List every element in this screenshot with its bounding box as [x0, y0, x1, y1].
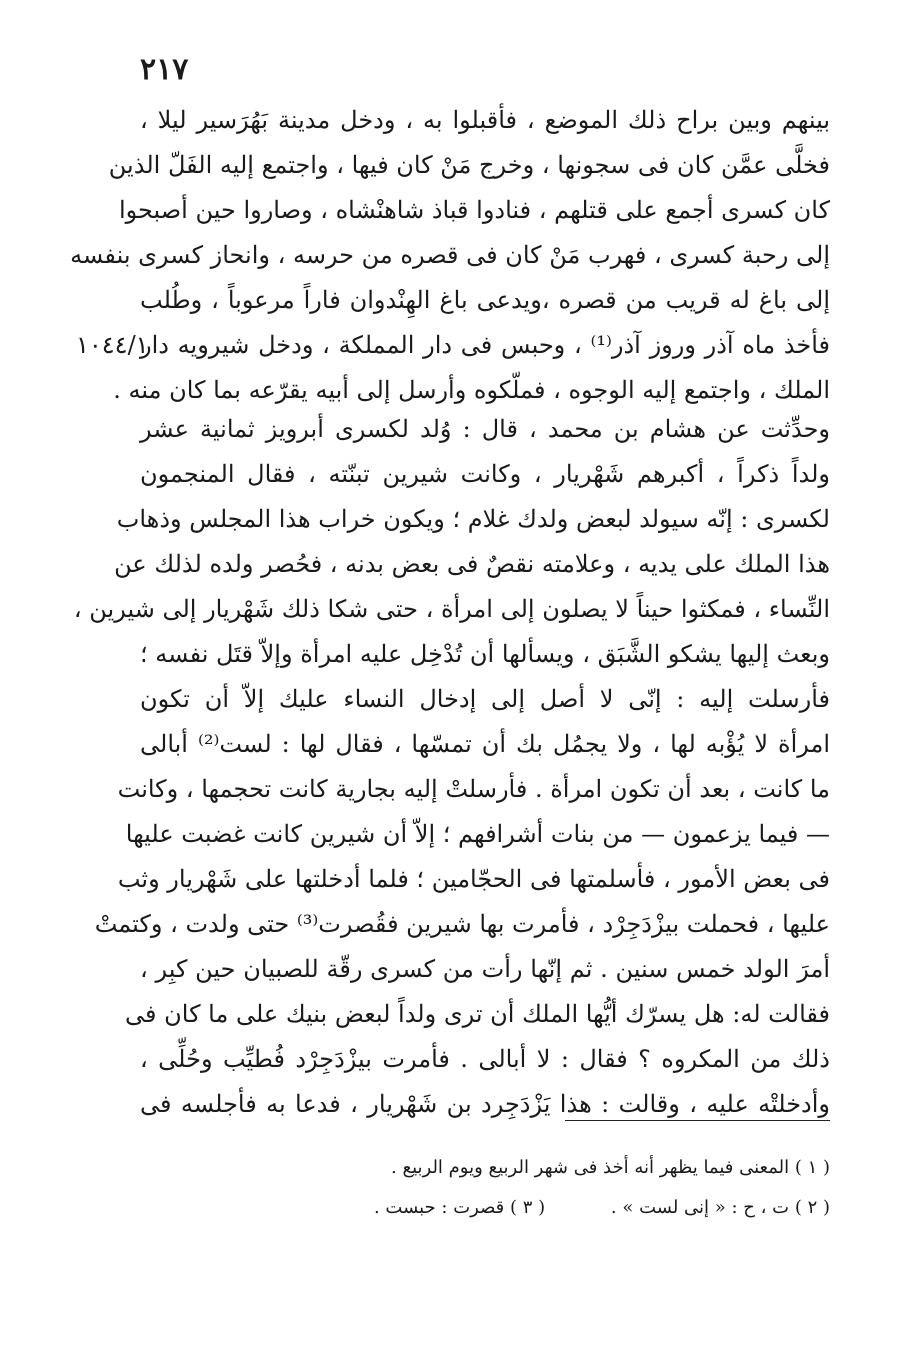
text-line: فأخذ ماه آذر وروز آذر⁽¹⁾ ، وحبس فى دار المملكة ، ودخل شيرويه دار	[140, 331, 831, 359]
text-line: عليها ، فحملت بيزْدَجِرْد ، فأمرت بها شيرين فقُصرت⁽³⁾ حتى ولدت ، وكتمتْ	[94, 910, 830, 938]
text-line: فأرسلت إليه : إنّى لا أصل إلى إدخال النساء عليك إلاّ أن تكون	[140, 685, 830, 713]
text-line: هذا الملك على يديه ، وعلامته نقصٌ فى بعض بدنه ، فحُصر ولده لذلك عن	[114, 550, 830, 578]
text-line: فقالت له: هل يسرّك أيُّها الملك أن ترى ولداً لبعض بنيك على ما كان فى	[125, 1000, 830, 1028]
footnote-1: ( ١ ) المعنى فيما يظهر أنه أخذ فى شهر الربيع ويوم الربيع .	[391, 1157, 830, 1178]
text-line: كان كسرى أجمع على قتلهم ، فنادوا قباذ شاهنْشاه ، وصاروا حين أصبحوا	[118, 196, 830, 224]
text-line: امرأة لا يُؤْبه لها ، ولا يجمُل بك أن تمسّها ، فقال لها : لست⁽²⁾ أبالى	[140, 730, 831, 758]
text-line: إلى باغ له قريب من قصره ،ويدعى باغ الهِنْدوان فاراً مرعوباً ، وطُلب	[140, 286, 830, 314]
footnote-divider	[565, 1120, 830, 1121]
footnote-2: ( ٢ ) ت ، ح : « إنى لست » .	[610, 1197, 830, 1218]
text-line: فخلَّى عمَّن كان فى سجونها ، وخرج مَنْ كان فيها ، واجتمع إليه الفَلّ الذين	[108, 151, 830, 179]
text-line: ذلك من المكروه ؟ فقال : لا أبالى . فأمرت بيزْدَجِرْد فُطيِّب وحُلِّى ،	[140, 1045, 830, 1073]
text-line: وحدِّثت عن هشام بن محمد ، قال : وُلد لكسرى أبرويز ثمانية عشر	[140, 415, 830, 443]
text-line: ما كانت ، بعد أن تكون امرأة . فأرسلتْ إليه بجارية كانت تحجمها ، وكانت	[117, 775, 830, 803]
footnote-3: ( ٣ ) قصرت : حبست .	[373, 1197, 546, 1218]
footnotes-2-3-line	[140, 1188, 830, 1228]
page-number: ٢١٧	[140, 52, 189, 87]
text-line: لكسرى : إنّه سيولد لبعض ولدك غلام ؛ ويكون خراب هذا المجلس وذهاب	[116, 505, 830, 533]
text-line: فى بعض الأمور ، فأسلمتها فى الحجّامين ؛ فلما أدخلتها على شَهْريار وثب	[117, 865, 830, 893]
text-line: إلى رحبة كسرى ، فهرب مَنْ كان فى قصره من حرسه ، وانحاز كسرى بنفسه	[70, 241, 830, 269]
text-line: الملك ، واجتمع إليه الوجوه ، فملّكوه وأرسل إلى أبيه يقرّعه بما كان منه .	[113, 376, 830, 404]
text-line: ولداً ذكراً ، أكبرهم شَهْريار ، وكانت شيرين تبنّته ، فقال المنجمون	[140, 460, 830, 488]
text-line: بينهم وبين براح ذلك الموضع ، فأقبلوا به ، ودخل مدينة بَهُرَسير ليلا ،	[140, 106, 830, 134]
text-line: وأدخلتْه عليه ، وقالت : هذا يَزْدَجِرد بن شَهْريار ، فدعا به فأجلسه فى	[140, 1090, 830, 1118]
marginal-reference-note: ١٠٤٤/١	[76, 331, 149, 359]
text-line: وبعث إليها يشكو الشَّبَق ، ويسألها أن تُدْخِل عليه امرأة وإلاّ قتَل نفسه ؛	[140, 640, 831, 668]
paragraph-2	[73, 407, 831, 1127]
text-line: أمرَ الولد خمس سنين . ثم إنّها رأت من كسرى رقّة للصبيان حين كبِر ،	[140, 955, 830, 983]
text-line: — فيما يزعمون — من بنات أشرافهم ؛ إلاّ أن شيرين كانت غضبت عليها	[125, 820, 830, 848]
footnotes	[140, 1148, 830, 1228]
text-line: النِّساء ، فمكثوا حيناً لا يصلون إلى امرأة ، حتى شكا ذلك شَهْريار إلى شيرين ،	[73, 595, 830, 623]
